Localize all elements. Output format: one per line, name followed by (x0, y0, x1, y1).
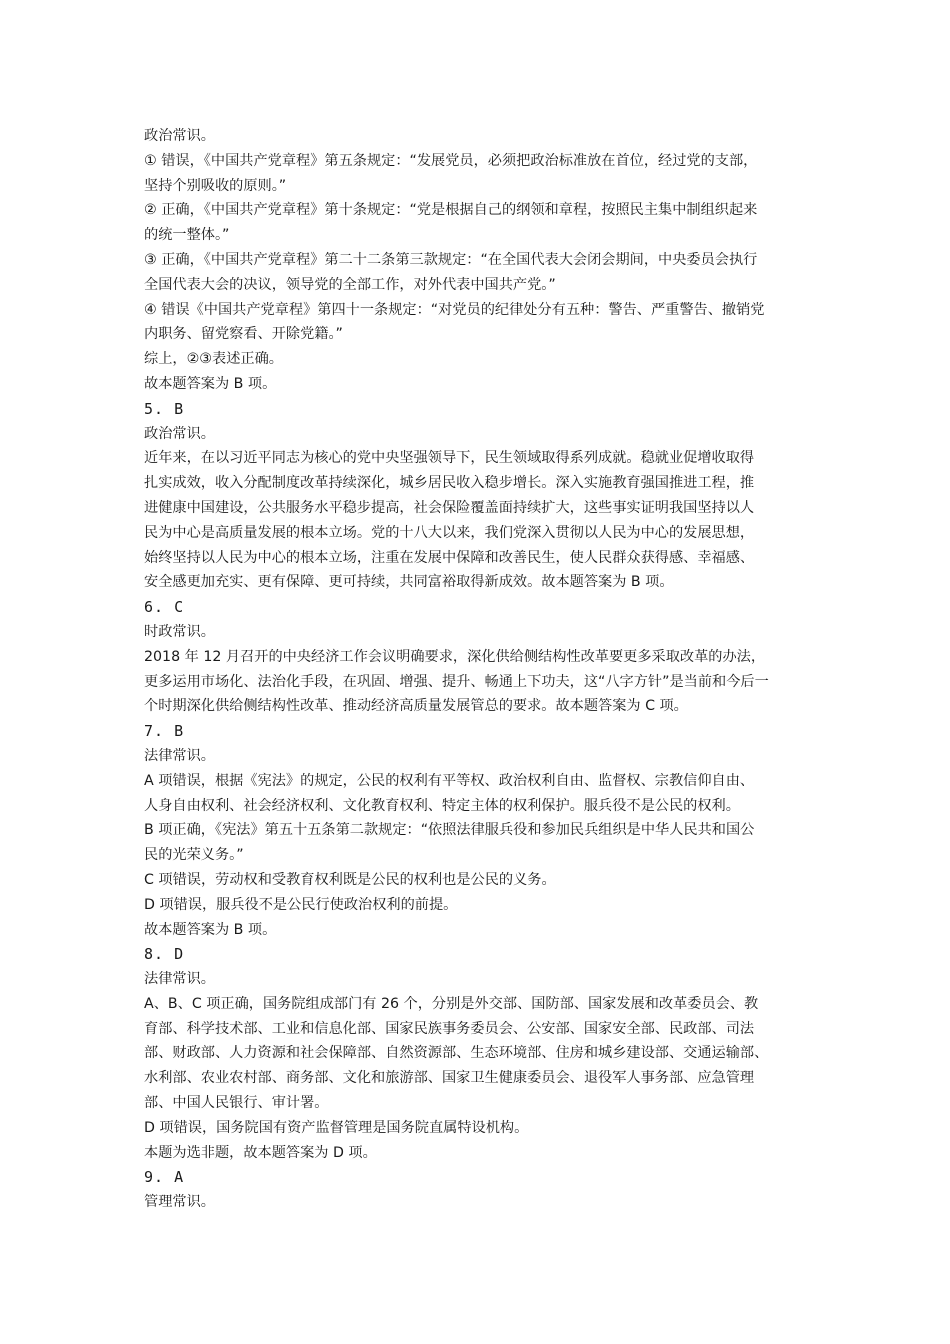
text-line: 育部、科学技术部、工业和信息化部、国家民族事务委员会、公安部、国家安全部、民政部、司法 (144, 1020, 755, 1037)
text-line: 本题为选非题，故本题答案为 D 项。 (144, 1144, 377, 1161)
text-line: 2018 年 12 月召开的中央经济工作会议明确要求，深化供给侧结构性改革要更多采取改革的办法， (144, 648, 766, 665)
text-line: A、B、C 项正确，国务院组成部门有 26 个，分别是外交部、国防部、国家发展和改革委员会、教 (144, 995, 759, 1012)
text-line: 管理常识。 (144, 1194, 215, 1211)
text-line: 个时期深化供给侧结构性改革、推动经济高质量发展管总的要求。故本题答案为 C 项。 (144, 698, 688, 715)
document-page (144, 124, 812, 1215)
text-line: D 项错误，国务院国有资产监督管理是国务院直属特设机构。 (144, 1119, 529, 1136)
text-line: D 项错误，服兵役不是公民行使政治权利的前提。 (144, 896, 458, 913)
question-number: 8. D (144, 945, 185, 964)
text-line: 部、财政部、人力资源和社会保障部、自然资源部、生态环境部、住房和城乡建设部、交通运输部、 (144, 1045, 769, 1062)
text-line: 政治常识。 (144, 128, 215, 144)
question-number: 7. B (144, 722, 185, 741)
text-line: 民的光荣义务。” (144, 847, 244, 864)
text-line: 扎实成效，收入分配制度改革持续深化，城乡居民收入稳步增长。深入实施教育强国推进工程，推 (144, 475, 755, 492)
text-line: 坚持个别吸收的原则。” (144, 177, 287, 194)
text-line: ④ 错误《中国共产党章程》第四十一条规定：“对党员的纪律处分有五种：警告、严重警告、撤销党 (144, 301, 765, 318)
text-line: B 项正确，《宪法》第五十五条第二款规定：“依照法律服兵役和参加民兵组织是中华人民共和国公 (144, 822, 755, 839)
text-line: A 项错误，根据《宪法》的规定，公民的权利有平等权、政治权利自由、监督权、宗教信仰自由、 (144, 772, 755, 789)
text-line: 故本题答案为 B 项。 (144, 921, 277, 938)
text-line: 人身自由权利、社会经济权利、文化教育权利、特定主体的权利保护。服兵役不是公民的权利。 (144, 797, 740, 814)
question-number: 6. C (144, 598, 185, 617)
text-line: ① 错误，《中国共产党章程》第五条规定：“发展党员，必须把政治标准放在首位，经过党的支部， (144, 152, 758, 169)
text-line: 安全感更加充实、更有保障、更可持续，共同富裕取得新成效。故本题答案为 B 项。 (144, 574, 674, 591)
text-line: 近年来，在以习近平同志为核心的党中央坚强领导下，民生领域取得系列成就。稳就业促增收取得 (144, 450, 755, 467)
text-line: ② 正确，《中国共产党章程》第十条规定：“党是根据自己的纲领和章程，按照民主集中制组织起来 (144, 202, 758, 219)
text-line: 进健康中国建设，公共服务水平稳步提高，社会保险覆盖面持续扩大，这些事实证明我国坚持以人 (144, 499, 755, 516)
text-line: 时政常识。 (144, 623, 215, 640)
text-line: 内职务、留党察看、开除党籍。” (144, 326, 343, 343)
text-line: ③ 正确，《中国共产党章程》第二十二条第三款规定：“在全国代表大会闭会期间，中央委员会执行 (144, 251, 758, 268)
text-line: C 项错误，劳动权和受教育权利既是公民的权利也是公民的义务。 (144, 871, 556, 888)
text-line: 民为中心是高质量发展的根本立场。党的十八大以来，我们党深入贯彻以人民为中心的发展思想， (144, 524, 755, 541)
text-line: 更多运用市场化、法治化手段，在巩固、增强、提升、畅通上下功夫，这“八字方针”是当前和今后一 (144, 673, 769, 690)
text-line: 水利部、农业农村部、商务部、文化和旅游部、国家卫生健康委员会、退役军人事务部、应急管理 (144, 1070, 755, 1087)
text-line: 政治常识。 (144, 425, 215, 442)
text-line: 部、中国人民银行、审计署。 (144, 1095, 329, 1112)
text-line: 故本题答案为 B 项。 (144, 375, 277, 392)
question-number: 9. A (144, 1168, 185, 1187)
text-line: 始终坚持以人民为中心的根本立场，注重在发展中保障和改善民生，使人民群众获得感、幸福感、 (144, 549, 755, 566)
text-line: 综上，②③表述正确。 (144, 351, 283, 368)
text-line: 法律常识。 (144, 971, 215, 988)
text-line: 法律常识。 (144, 747, 215, 764)
text-line: 全国代表大会的决议，领导党的全部工作，对外代表中国共产党。” (144, 276, 556, 293)
text-line: 的统一整体。” (144, 227, 230, 244)
question-number: 5. B (144, 399, 185, 418)
